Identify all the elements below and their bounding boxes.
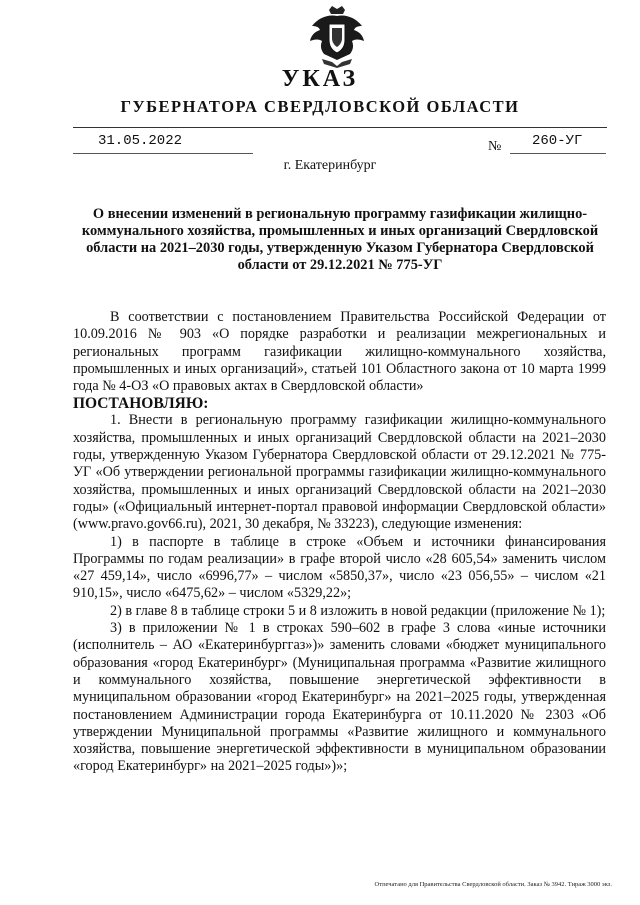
item-paragraph-2: 1) в паспорте в таблице в строке «Объем и источники финансирования Программы по годам реализации» в графе второй число «28 605,54» заменить числом «27 459,14», число «6996,77» – числом «5850,37», число «23 056,55» – числом «21 910,15», число «6475,62» – числом «5329,22»; [73,533,606,602]
item-paragraph-1: 1. Внести в региональную программу газификации жилищно-коммунального хозяйства, промышленных и иных организаций Свердловской области на 2021–2030 годы, утвержденную Указом Губернатора Свердловской области от 29.12.2021 № 775-УГ «Об утверждении региональной программы газификации жилищно-коммунального хозяйства, промышленных и иных организаций Свердловской области на 2021–2030 годы» («Официальный интернет-портал правовой информации Свердловской области» (www.pravo.gov66.ru), 2021, 30 декабря, № 33223), следующие изменения: [73,412,606,533]
item-paragraph-3: 2) в главе 8 в таблице строки 5 и 8 изложить в новой редакции (приложение № 1); [110,602,606,619]
city-name: г. Екатеринбург [283,158,377,173]
decree-number: 260-УГ [532,133,583,149]
decree-date: 31.05.2022 [98,133,183,149]
item-paragraph-4: 3) в приложении № 1 в строках 590–602 в графе 3 слова «иные источники (исполнитель – АО «Екатеринбурггаз»)» заменить словами «бюджет муниципального образования «город Екатеринбург» (Муниципальная программа «Развитие жилищного и коммунального хозяйства, повышение энергетической эффективности в муниципальном образовании «город Екатеринбург» на 2021–2025 годы, утвержденная постановлением Администрации города Екатеринбурга от 10.11.2020 № 2303 «Об утверждении Муниципальной программы «Развитие жилищного и коммунального хозяйства, повышение энергетической эффективности в муниципальном образовании «город Екатеринбург» на 2021–2025 годы»)»; [73,620,606,775]
date-underline [73,153,253,154]
number-underline [510,153,606,154]
print-note: Отпечатано для Правительства Свердловской области. Заказ № 3942. Тираж 3000 экз. [374,881,612,888]
document-heading: О внесении изменений в региональную программу газификации жилищно-коммунального хозяйства, промышленных и иных организаций Свердловской области на 2021–2030 годы, утвержденную Указом Губернатора Свердловской области от 29.12.2021 № 775-УГ [81,206,599,273]
number-sign: № [488,139,502,154]
coat-of-arms-emblem [302,4,372,68]
document-body [73,309,606,776]
decree-title: УКАЗ [281,66,359,92]
resolve-keyword: ПОСТАНОВЛЯЮ: [73,395,209,413]
header-divider [73,127,607,128]
issuer-title: ГУБЕРНАТОРА СВЕРДЛОВСКОЙ ОБЛАСТИ [120,97,520,116]
preamble-paragraph: В соответствии с постановлением Правительства Российской Федерации от 10.09.2016 № 903 «О порядке разработки и реализации межрегиональных и региональных программ газификации жилищно-коммунального хозяйства, промышленных и иных организаций», статьей 101 Областного закона от 10 марта 1999 года № 4-ОЗ «О правовых актах в Свердловской области» [73,309,606,395]
